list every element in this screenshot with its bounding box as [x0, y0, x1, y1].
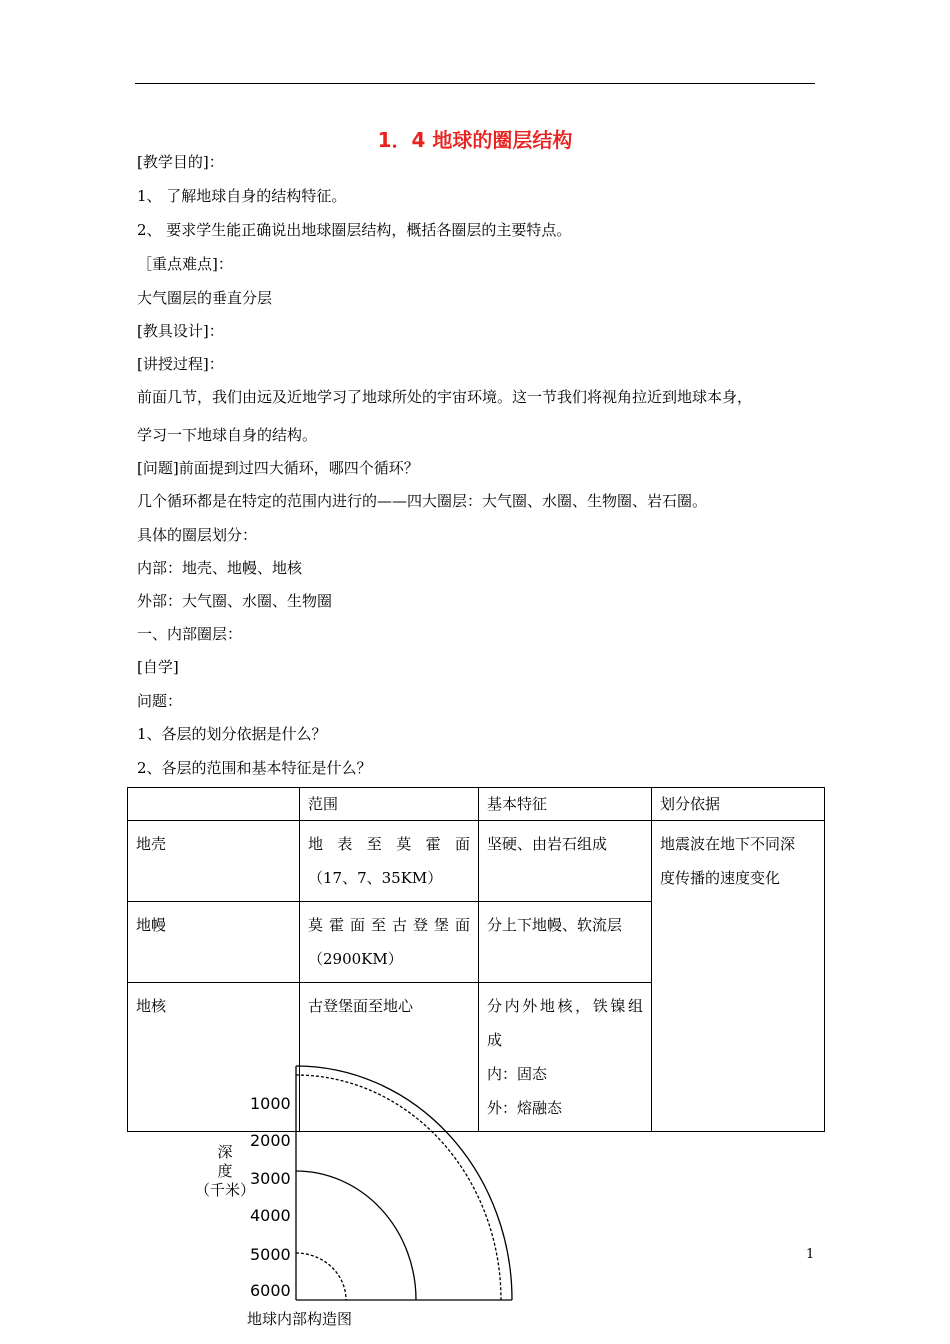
layer-name: 地壳: [136, 835, 167, 853]
layer-name: 地核: [136, 997, 167, 1015]
depth-tick-label: 2000: [250, 1131, 291, 1150]
text-line: 1、 了解地球自身的结构特征。: [137, 187, 347, 205]
depth-axis-label: [190, 1143, 260, 1200]
range-text: 地 表 至 莫 霍 面: [308, 835, 470, 853]
text-line: [讲授过程]：: [137, 355, 224, 373]
text-line: 前面几节，我们由远及近地学习了地球所处的宇宙环境。这一节我们将视角拉近到地球本身，: [137, 388, 753, 406]
text-line: [问题]前面提到过四大循环，哪四个循环？: [137, 459, 419, 477]
depth-tick-label: 6000: [250, 1281, 291, 1300]
depth-label-part: 度: [217, 1162, 233, 1180]
basis-text: 度传播的速度变化: [660, 869, 781, 887]
table-header-cell: 范围: [300, 788, 479, 821]
feature-text: 分上下地幔、软流层: [487, 916, 623, 934]
range-text: 莫霍面至古登堡面: [308, 916, 470, 934]
range-text: （2900KM）: [308, 950, 403, 968]
depth-tick-label: 5000: [250, 1245, 291, 1264]
text-line: ［重点难点]：: [137, 255, 233, 273]
depth-label-part: 深: [217, 1143, 233, 1161]
text-line: 1、各层的划分依据是什么？: [137, 725, 327, 743]
text-line: [自学]: [137, 658, 179, 676]
mantle-core-boundary-arc: [296, 1171, 416, 1300]
range-text: （17、7、35KM）: [308, 869, 443, 887]
depth-tick-label: 1000: [250, 1094, 291, 1113]
inner-core-boundary-arc: [296, 1253, 346, 1300]
text-line: 2、 要求学生能正确说出地球圈层结构，概括各圈层的主要特点。: [137, 221, 572, 239]
text-line: [教学目的]：: [137, 153, 224, 171]
text-line: 内部：地壳、地幔、地核: [137, 559, 303, 577]
range-text: 古登堡面至地心: [308, 997, 414, 1015]
text-line: 外部：大气圈、水圈、生物圈: [137, 592, 333, 610]
table-header-cell: 划分依据: [652, 788, 825, 821]
text-line: 学习一下地球自身的结构。: [137, 426, 318, 444]
feature-text: 成: [487, 1031, 503, 1049]
text-line: [教具设计]：: [137, 322, 224, 340]
depth-tick-label: 3000: [250, 1169, 291, 1188]
feature-text: 外：熔融态: [487, 1099, 563, 1117]
text-line: 问题：: [137, 692, 183, 710]
text-line: 几个循环都是在特定的范围内进行的——四大圈层：大气圈、水圈、生物圈、岩石圈。: [137, 492, 708, 510]
diagram-caption: 地球内部构造图: [247, 1310, 353, 1328]
crust-boundary-arc: [296, 1075, 501, 1300]
depth-tick-label: 4000: [250, 1206, 291, 1225]
page-number: 1: [806, 1247, 815, 1262]
text-line: 2、各层的范围和基本特征是什么？: [137, 759, 372, 777]
page-title: 1．4 地球的圈层结构: [377, 128, 573, 152]
feature-text: 坚硬、由岩石组成: [487, 835, 608, 853]
text-line: 具体的圈层划分：: [137, 526, 258, 544]
text-line: 一、内部圈层：: [137, 625, 243, 643]
table-header-cell: 基本特征: [479, 788, 652, 821]
layer-name: 地幔: [136, 916, 167, 934]
depth-label-part: （千米）: [194, 1181, 255, 1199]
feature-text: 分内外地核，铁镍组: [487, 997, 643, 1015]
basis-text: 地震波在地下不同深: [660, 835, 796, 853]
feature-text: 内：固态: [487, 1065, 548, 1083]
text-line: 大气圈层的垂直分层: [137, 289, 273, 307]
